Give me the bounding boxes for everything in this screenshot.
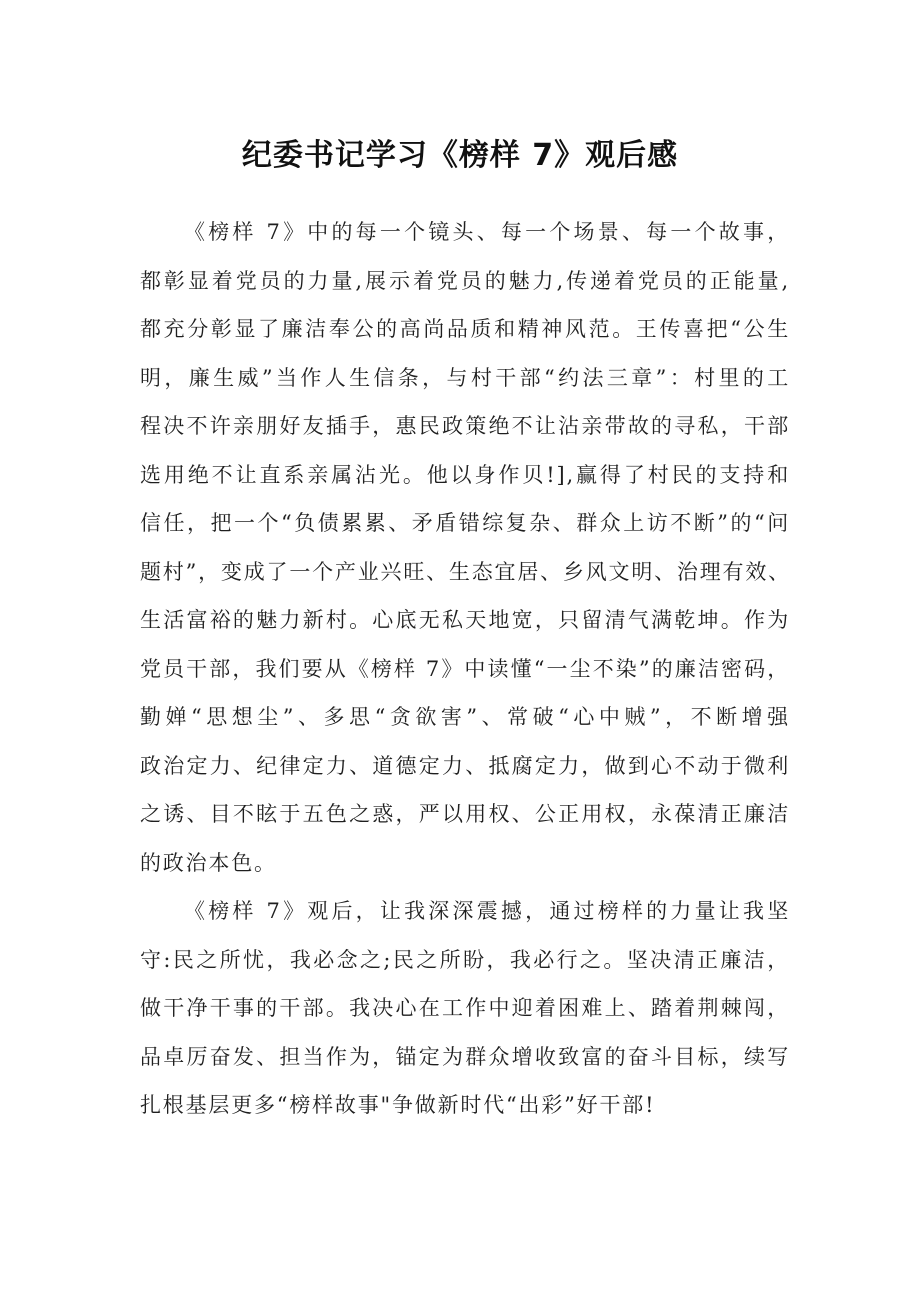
text-line: 勤婵“思想尘”、多思“贪欲害”、常破“心中贼”，不断增强 xyxy=(140,705,790,729)
text-line: 做干净干事的干部。我决心在工作中迎着困难上、踏着荆棘闯， xyxy=(140,996,790,1020)
text-line: 之诱、目不眩于五色之惑，严以用权、公正用权，永葆清正廉洁 xyxy=(140,802,790,826)
document-title: 纪委书记学习《榜样 7》观后感 xyxy=(241,138,679,173)
text-line: 党员干部，我们要从《榜样 7》中读懂“一尘不染”的廉洁密码， xyxy=(140,656,790,681)
text-line: 的政治本色。 xyxy=(140,850,277,875)
paragraph-1 xyxy=(140,208,790,887)
text-line: 守:民之所忧，我必念之;民之所盼，我必行之。坚决清正廉洁， xyxy=(140,947,790,972)
text-line: 生活富裕的魅力新村。心底无私天地宽，只留清气满乾坤。作为 xyxy=(140,608,790,632)
text-line: 政治定力、纪律定力、道德定力、抵腐定力，做到心不动于微利 xyxy=(140,753,790,778)
text-line: 题村”，变成了一个产业兴旺、生态宜居、乡风文明、治理有效、 xyxy=(140,559,791,584)
text-line: 《榜样 7》中的每一个镜头、每一个场景、每一个故事， xyxy=(184,220,790,244)
paragraph-2 xyxy=(140,887,790,1130)
text-line: 明，廉生威”当作人生信条，与村干部“约法三章”：村里的工 xyxy=(140,365,790,390)
text-line: 信任，把一个“负债累累、矛盾错综复杂、群众上访不断”的“问 xyxy=(140,511,790,535)
text-line: 扎根基层更多“榜样故事"争做新时代“出彩”好干部! xyxy=(140,1093,656,1117)
text-line: 都彰显着党员的力量,展示着党员的魅力,传递着党员的正能量, xyxy=(140,268,790,293)
text-line: 选用绝不让直系亲属沾光。他以身作贝!],赢得了村民的支持和 xyxy=(140,462,790,487)
text-line: 程决不许亲朋好友插手，惠民政策绝不让沾亲带故的寻私，干部 xyxy=(140,414,790,438)
document-body xyxy=(140,208,790,1130)
text-line: 品卓厉奋发、担当作为，锚定为群众增收致富的奋斗目标，续写 xyxy=(140,1044,790,1069)
text-line: 都充分彰显了廉洁奉公的高尚品质和精神风范。王传喜把“公生 xyxy=(140,317,790,341)
text-line: 《榜样 7》观后，让我深深震撼，通过榜样的力量让我坚 xyxy=(184,899,790,923)
